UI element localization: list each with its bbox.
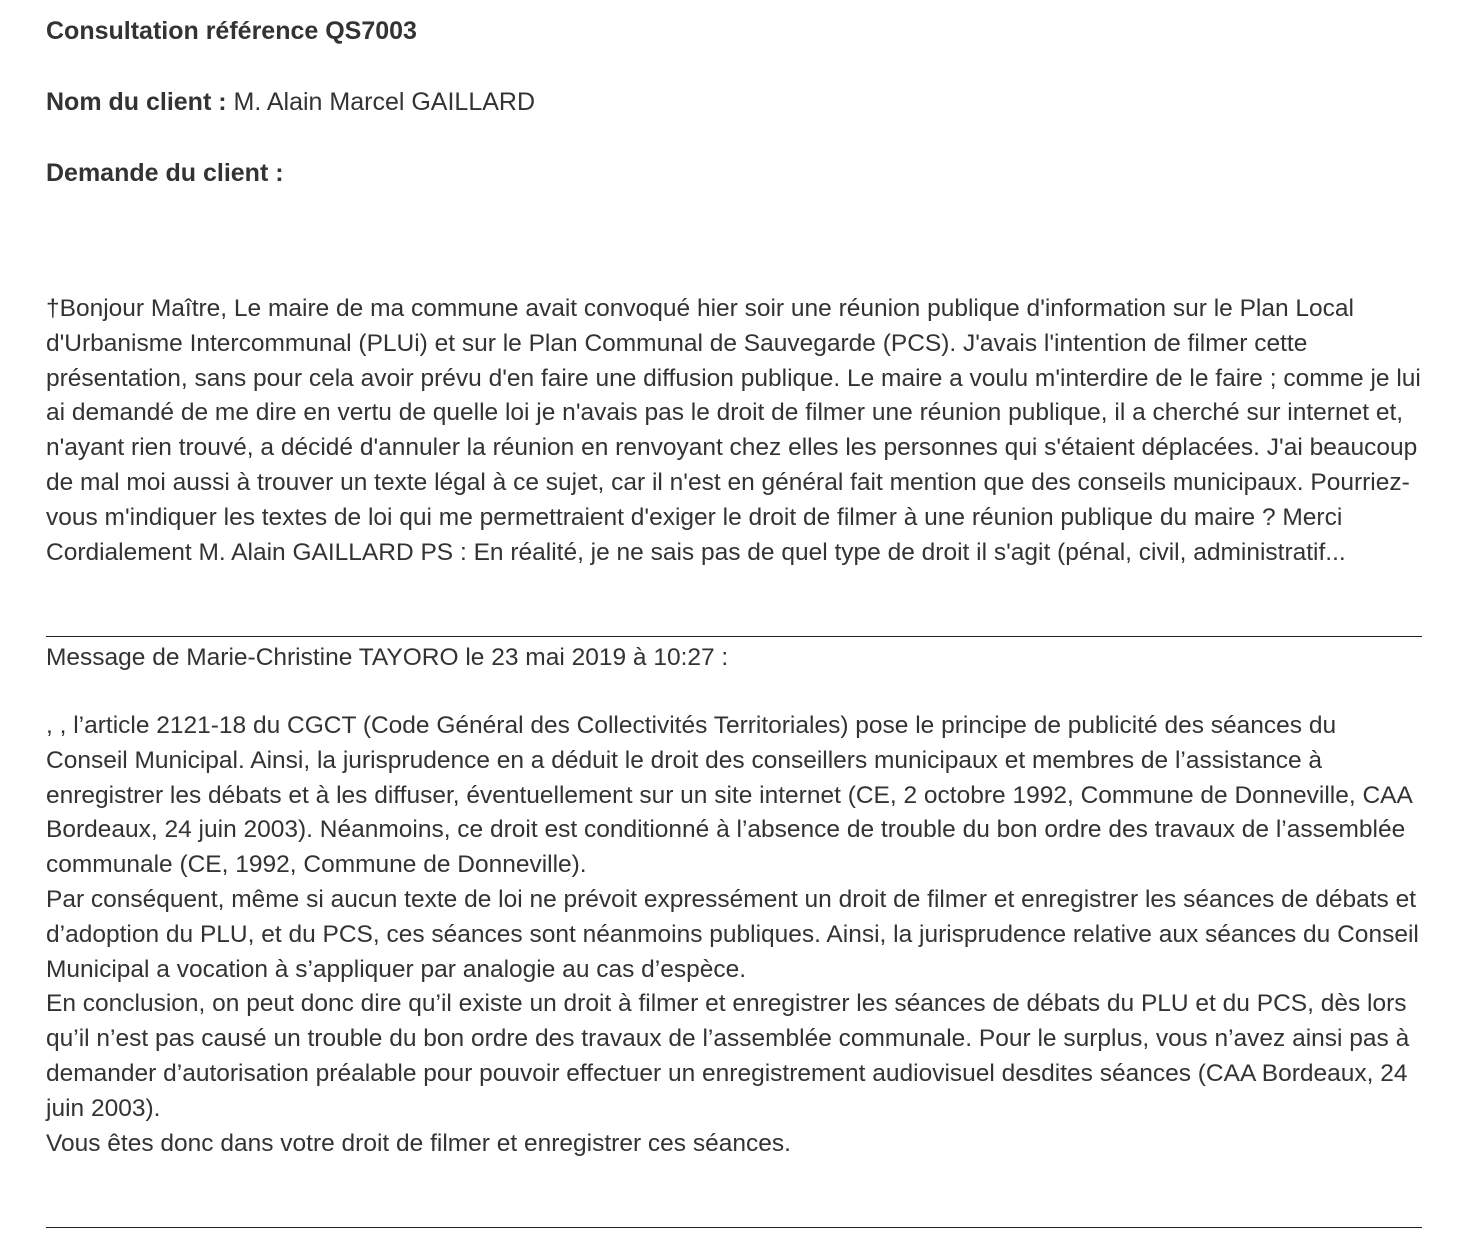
divider-top bbox=[46, 636, 1422, 637]
message-header: Message de Marie-Christine TAYORO le 23 mai 2019 à 10:27 : bbox=[46, 644, 729, 671]
request-label: Demande du client : bbox=[46, 159, 284, 187]
client-name: M. Alain Marcel GAILLARD bbox=[233, 88, 536, 116]
consultation-title: Consultation référence QS7003 bbox=[46, 17, 417, 45]
answer-paragraph: Par conséquent, même si aucun texte de loi ne prévoit expressément un droit de filmer et enregistrer les séances de débats et d’adoption du PLU, et du PCS, ces séances sont néanmoins publiques. Ainsi, la jurisprudence relative aux séances du Conseil Municipal a vocation à s’appliquer par analogie au cas d’espèce. bbox=[46, 885, 1419, 983]
answer-paragraph: Vous êtes donc dans votre droit de filmer et enregistrer ces séances. bbox=[46, 1129, 791, 1157]
answer-paragraph: , , l’article 2121-18 du CGCT (Code Général des Collectivités Territoriales) pose le principe de publicité des séances du Conseil Municipal. Ainsi, la jurisprudence en a déduit le droit des conseillers municipaux et membres de l’assistance à enregistrer les débats et à les diffuser, éventuellement sur un site internet (CE, 2 octobre 1992, Commune de Donneville, CAA Bordeaux, 24 juin 2003). Néanmoins, ce droit est conditionné à l’absence de trouble du bon ordre des travaux de l’assemblée communale (CE, 1992, Commune de Donneville). bbox=[46, 712, 1412, 879]
request-text: †Bonjour Maître, Le maire de ma commune avait convoqué hier soir une réunion publique d'information sur le Plan Local d'Urbanisme Intercommunal (PLUi) et sur le Plan Communal de Sauvegarde (PCS). J'avais l'intention de filmer cette présentation, sans pour cela avoir prévu d'en faire une diffusion publique. Le maire a voulu m'interdire de le faire ; comme je lui ai demandé de me dire en vertu de quelle loi je n'avais pas le droit de filmer une réunion publique, il a cherché sur internet et, n'ayant rien trouvé, a décidé d'annuler la réunion en renvoyant chez elles les personnes qui s'étaient déplacées. J'ai beaucoup de mal moi aussi à trouver un texte légal à ce sujet, car il n'est en général fait mention que des conseils municipaux. Pourriez-vous m'indiquer les textes de loi qui me permettraient d'exiger le droit de filmer à une réunion publique du maire ? Merci Cordialement M. Alain GAILLARD PS : En réalité, je ne sais pas de quel type de droit il s'agit (pénal, civil, administratif... bbox=[46, 295, 1421, 566]
answer-paragraph: En conclusion, on peut donc dire qu’il existe un droit à filmer et enregistrer les séances de débats du PLU et du PCS, dès lors qu’il n’est pas causé un trouble du bon ordre des travaux de l’assemblée communale. Pour le surplus, vous n’avez ainsi pas à demander d’autorisation préalable pour pouvoir effectuer un enregistrement audiovisuel desdites séances (CAA Bordeaux, 24 juin 2003). bbox=[46, 990, 1410, 1122]
answer-body bbox=[46, 709, 1422, 1161]
client-name-row bbox=[46, 86, 535, 118]
client-label: Nom du client : bbox=[46, 88, 227, 116]
divider-bottom bbox=[46, 1227, 1422, 1228]
